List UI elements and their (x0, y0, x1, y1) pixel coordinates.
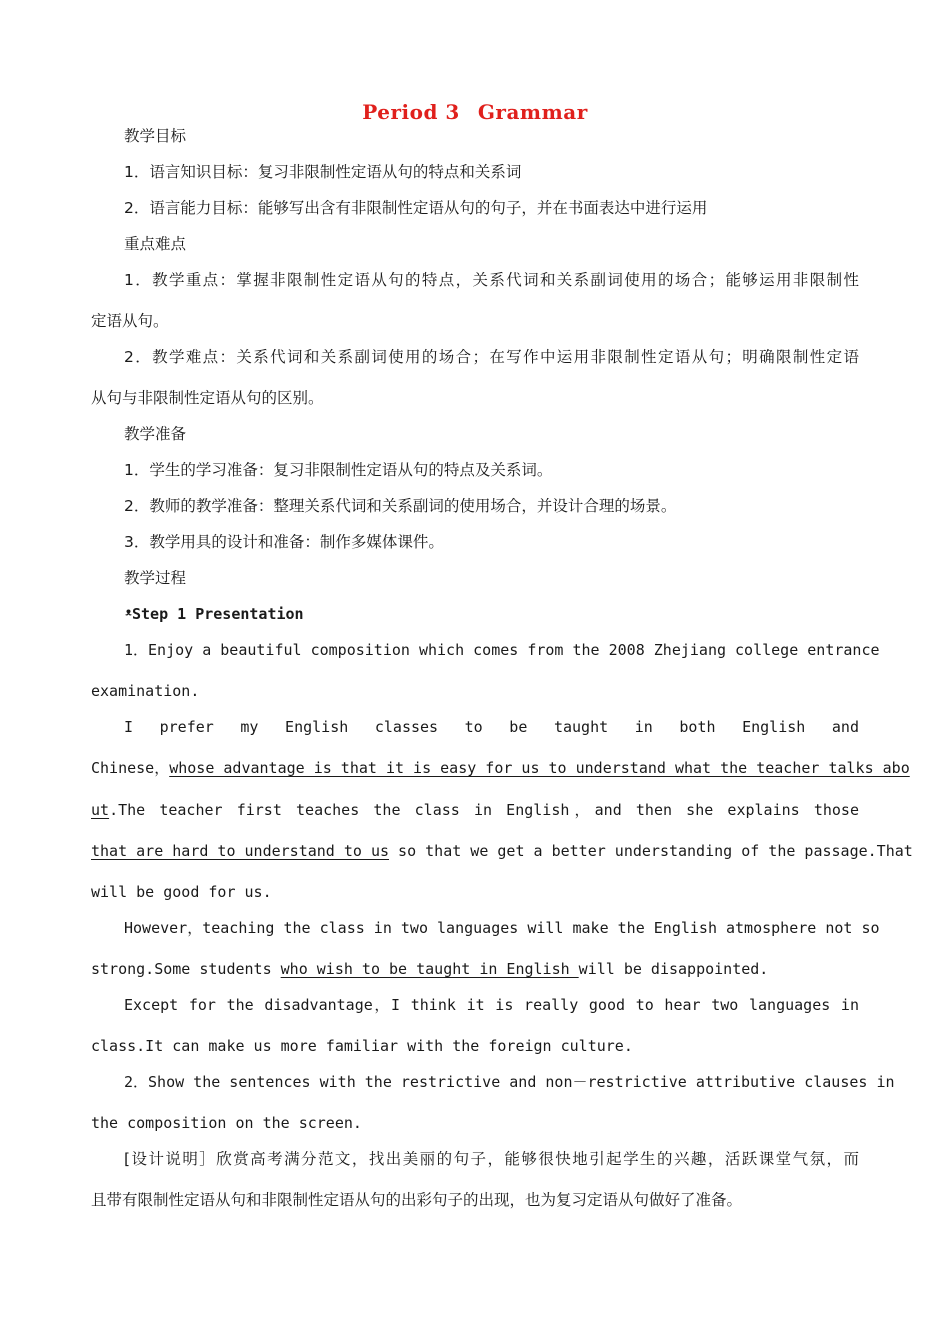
key-points-heading: 重点难点 (124, 235, 187, 253)
page-title (0, 100, 950, 124)
enjoy-line-1: 1．Enjoy a beautiful composition which comes from the 2008 Zhejiang college entrance (124, 641, 880, 659)
underlined-clause: that are hard to understand to us (91, 842, 390, 860)
objective-item-2: 2．语言能力目标：能够写出含有非限制性定语从句的句子，并在书面表达中进行运用 (124, 199, 708, 217)
key-point-2-line-1: 2．教学难点：关系代词和关系副词使用的场合；在写作中运用非限制性定语从句；明确限制性定语 (124, 348, 859, 366)
composition-p1-line-1: I prefer my English classes to be taught in both English and (124, 718, 859, 736)
show-line-2: the composition on the screen. (91, 1114, 362, 1132)
underlined-clause: whose advantage is that it is easy for us to understand what the teacher talks abo (169, 759, 910, 777)
composition-p1-line-5: will be good for us. (91, 883, 272, 901)
title-topic: Grammar (477, 100, 588, 124)
show-line-1: 2．Show the sentences with the restrictive and non－restrictive attributive clauses in (124, 1073, 895, 1091)
key-point-2-line-2: 从句与非限制性定语从句的区别。 (91, 389, 324, 407)
enjoy-line-2: examination. (91, 682, 200, 700)
design-note-line-1: [设计说明］欣赏高考满分范文，找出美丽的句子，能够很快地引起学生的兴趣，活跃课堂气氛，而 (124, 1150, 859, 1168)
underlined-clause: who wish to be taught in English (280, 960, 579, 978)
objectives-heading: 教学目标 (124, 127, 187, 145)
objective-item-1: 1．语言知识目标：复习非限制性定语从句的特点和关系词 (124, 163, 522, 181)
composition-p3-line-2: class.It can make us more familiar with the foreign culture. (91, 1037, 633, 1055)
step-1-title: Step 1 Presentation (132, 605, 304, 623)
composition-text: .The teacher first teaches the class in English，and then she explains those (109, 801, 859, 819)
composition-text: strong.Some students (91, 960, 281, 978)
composition-p3-line-1: Except for the disadvantage，I think it is really good to hear two languages in (124, 996, 859, 1014)
preparation-heading: 教学准备 (124, 425, 187, 443)
step-1-heading (124, 603, 859, 625)
preparation-item-3: 3．教学用具的设计和准备：制作多媒体课件。 (124, 533, 444, 551)
key-point-1-line-2: 定语从句。 (91, 312, 169, 330)
underlined-clause: ut (91, 801, 110, 819)
preparation-item-2: 2．教师的教学准备：整理关系代词和关系副词的使用场合，并设计合理的场景。 (124, 497, 677, 515)
composition-p2-line-2 (91, 958, 859, 980)
composition-p1-line-4 (91, 840, 913, 862)
composition-text: Chinese， (91, 759, 170, 777)
step-bullet-icon: ᵜ (124, 605, 134, 623)
key-point-1-line-1: 1．教学重点：掌握非限制性定语从句的特点，关系代词和关系副词使用的场合；能够运用非限制性 (124, 271, 859, 289)
title-period: Period 3 (362, 100, 460, 124)
composition-p1-line-2 (91, 757, 910, 779)
design-note-line-2: 且带有限制性定语从句和非限制性定语从句的出彩句子的出现，也为复习定语从句做好了准备。 (91, 1191, 743, 1209)
process-heading: 教学过程 (124, 569, 187, 587)
composition-p2-line-1: However，teaching the class in two languages will make the English atmosphere not so (124, 919, 880, 937)
composition-p1-line-3 (91, 799, 859, 821)
composition-text: so that we get a better understanding of the passage.That (389, 842, 913, 860)
composition-text: will be disappointed. (578, 960, 769, 978)
preparation-item-1: 1．学生的学习准备：复习非限制性定语从句的特点及关系词。 (124, 461, 553, 479)
